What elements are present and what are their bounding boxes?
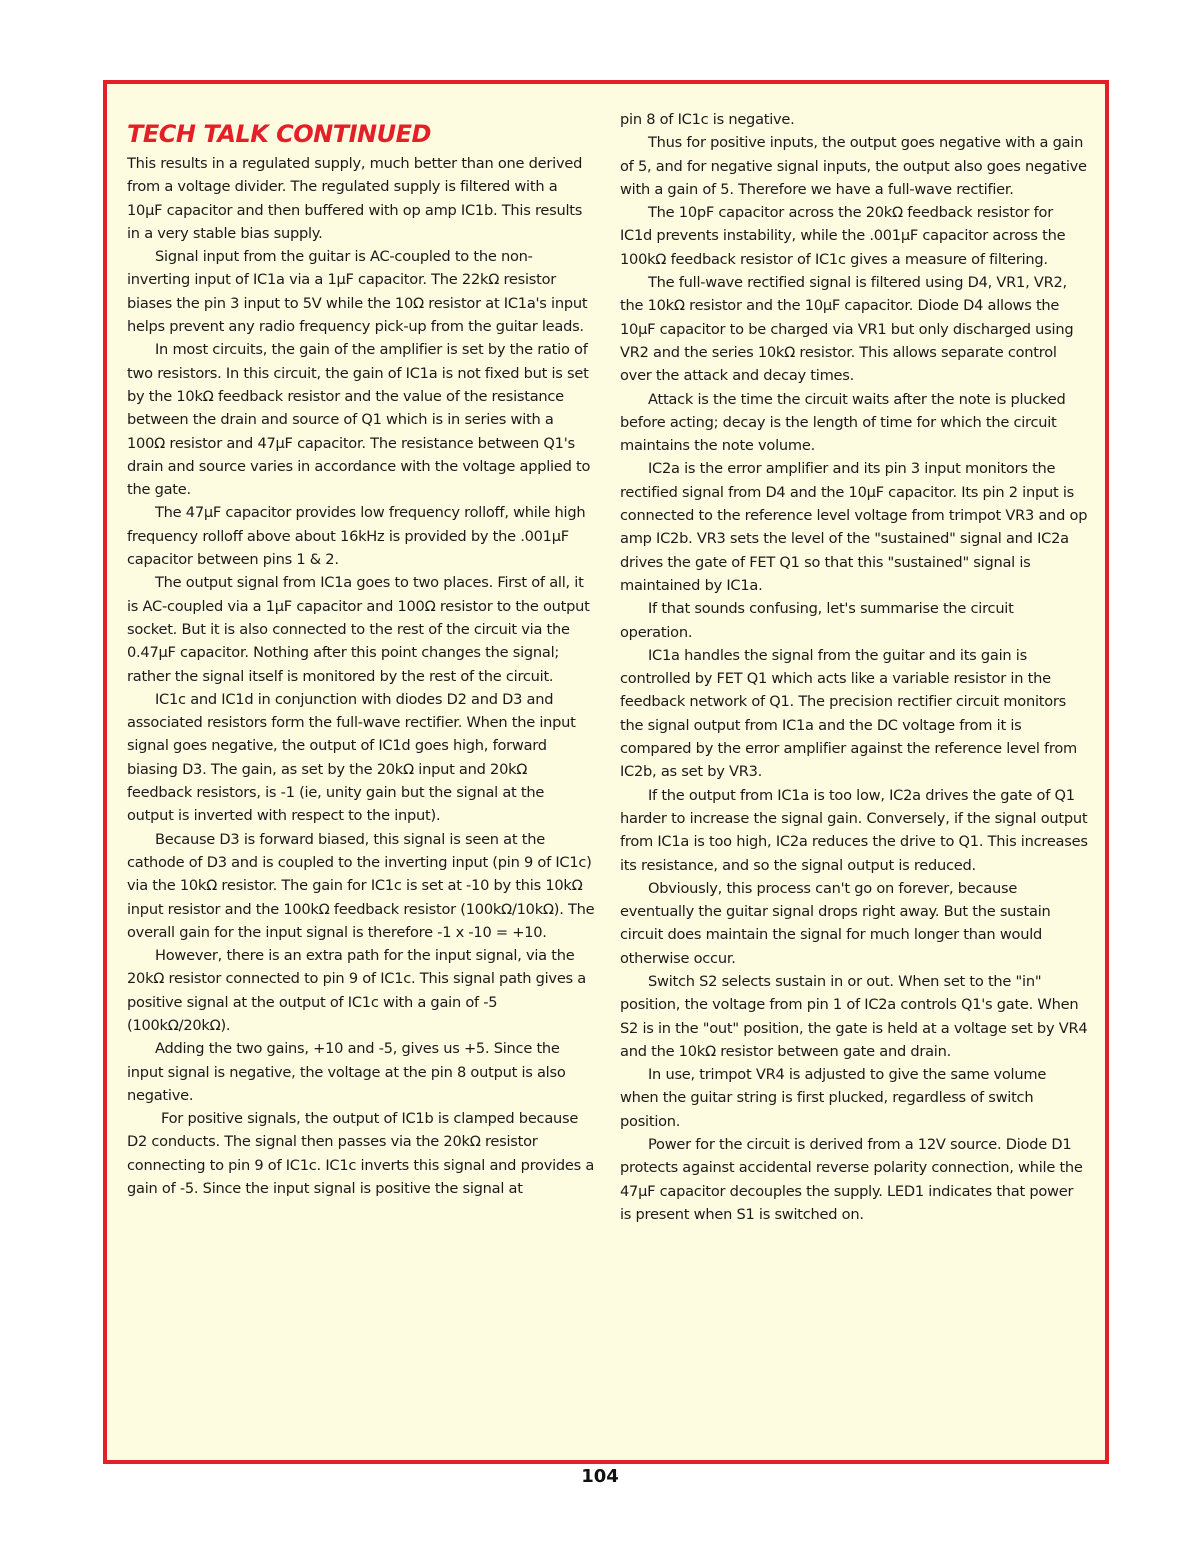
paragraph: Signal input from the guitar is AC-coupled to the non-inverting input of IC1a via a 1µF capacitor. The 22kΩ resistor biases the pin 3 input to 5V while the 10Ω resistor at IC1a's input helps prevent any radio frequency pick-up from the guitar leads. [127, 248, 588, 336]
paragraph: This results in a regulated supply, much better than one derived from a voltage divider. The regulated supply is filtered with a 10µF capacitor and then buffered with op amp IC1b. This results in a very stable bias supply. [127, 155, 583, 242]
paragraph: IC1a handles the signal from the guitar and its gain is controlled by FET Q1 which acts like a variable resistor in the feedback network of Q1. The precision rectifier circuit monitors the signal output from IC1a and the DC voltage from it is compared by the error amplifier against the reference level from IC2b, as set by VR3. [620, 646, 1078, 781]
paragraph: Switch S2 selects sustain in or out. When set to the "in" position, the voltage from pin 1 of IC2a controls Q1's gate. When S2 is in the "out" position, the gate is held at a voltage set by VR4 and the 10kΩ resistor between gate and drain. [620, 972, 1088, 1060]
paragraph: The 47µF capacitor provides low frequency rolloff, while high frequency rolloff above about 16kHz is provided by the .001µF capacitor between pins 1 & 2. [127, 504, 586, 569]
paragraph: Obviously, this process can't go on forever, because eventually the guitar signal drops right away. But the sustain circuit does maintain the signal for much longer than would otherwise occur. [620, 879, 1051, 967]
paragraph: IC1c and IC1d in conjunction with diodes D2 and D3 and associated resistors form the full-wave rectifier. When the input signal goes negative, the output of IC1d goes high, forward biasing D3. The gain, as set by the 20kΩ input and 20kΩ feedback resistors, is -1 (ie, unity gain but the signal at the output is inverted with respect to the input). [127, 690, 576, 825]
paragraph: Adding the two gains, +10 and -5, gives us +5. Since the input signal is negative, the voltage at the pin 8 output is also negative. [127, 1040, 566, 1104]
right-column [620, 108, 1088, 1226]
paragraph: Thus for positive inputs, the output goes negative with a gain of 5, and for negative signal inputs, the output also goes negative with a gain of 5. Therefore we have a full-wave rectifier. [620, 134, 1087, 198]
paragraph: If that sounds confusing, let's summarise the circuit operation. [620, 600, 1014, 641]
paragraph: pin 8 of IC1c is negative. [620, 111, 795, 128]
paragraph: Attack is the time the circuit waits after the note is plucked before acting; decay is the length of time for which the circuit maintains the note volume. [620, 390, 1066, 455]
paragraph: IC2a is the error amplifier and its pin 3 input monitors the rectified signal from D4 and the 10µF capacitor. Its pin 2 input is connected to the reference level voltage from trimpot VR3 and op amp IC2b. VR3 sets the level of the "sustained" signal and IC2a drives the gate of FET Q1 so that this "sustained" signal is maintained by IC1a. [620, 460, 1088, 594]
article-frame [103, 80, 1109, 1464]
paragraph: The 10pF capacitor across the 20kΩ feedback resistor for IC1d prevents instability, while the .001µF capacitor across the 100kΩ feedback resistor of IC1c gives a measure of filtering. [620, 204, 1066, 268]
paragraph: The output signal from IC1a goes to two places. First of all, it is AC-coupled via a 1µF capacitor and 100Ω resistor to the output socket. But it is also connected to the rest of the circuit via the 0.47µF capacitor. Nothing after this point changes the signal; rather the signal itself is monitored by the rest of the circuit. [127, 574, 590, 685]
paragraph: In most circuits, the gain of the amplifier is set by the ratio of two resistors. In this circuit, the gain of IC1a is not fixed but is set by the 10kΩ feedback resistor and the value of the resistance between the drain and source of Q1 which is in series with a 100Ω resistor and 47µF capacitor. The resistance between Q1's drain and source varies in accordance with the voltage applied to the gate. [127, 341, 591, 499]
paragraph: However, there is an extra path for the input signal, via the 20kΩ resistor connected to pin 9 of IC1c. This signal path gives a positive signal at the output of IC1c with a gain of -5 (100kΩ/20kΩ). [127, 947, 586, 1034]
section-title: TECH TALK CONTINUED [127, 120, 431, 148]
page-number: 104 [581, 1466, 619, 1487]
paragraph: Power for the circuit is derived from a 12V source. Diode D1 protects against accidental reverse polarity connection, while the 47µF capacitor decouples the supply. LED1 indicates that power is present when S1 is switched on. [620, 1136, 1083, 1223]
paragraph: In use, trimpot VR4 is adjusted to give the same volume when the guitar string is first plucked, regardless of switch position. [620, 1066, 1047, 1130]
left-column [127, 118, 595, 1200]
paragraph: For positive signals, the output of IC1b is clamped because D2 conducts. The signal then passes via the 20kΩ resistor connecting to pin 9 of IC1c. IC1c inverts this signal and provides a gain of -5. Since the input signal is positive the signal at [127, 1110, 595, 1198]
paragraph: If the output from IC1a is too low, IC2a drives the gate of Q1 harder to increase the signal gain. Conversely, if the signal output from IC1a is too high, IC2a reduces the drive to Q1. This increases its resistance, and so the signal output is reduced. [620, 786, 1088, 874]
paragraph: Because D3 is forward biased, this signal is seen at the cathode of D3 and is coupled to the inverting input (pin 9 of IC1c) via the 10kΩ resistor. The gain for IC1c is set at -10 by this 10kΩ input resistor and the 100kΩ feedback resistor (100kΩ/10kΩ). The overall gain for the input signal is therefore -1 x -10 = +10. [127, 830, 595, 941]
paragraph: The full-wave rectified signal is filtered using D4, VR1, VR2, the 10kΩ resistor and the 10µF capacitor. Diode D4 allows the 10µF capacitor to be charged via VR1 but only discharged using VR2 and the series 10kΩ resistor. This allows separate control over the attack and decay times. [620, 274, 1074, 385]
